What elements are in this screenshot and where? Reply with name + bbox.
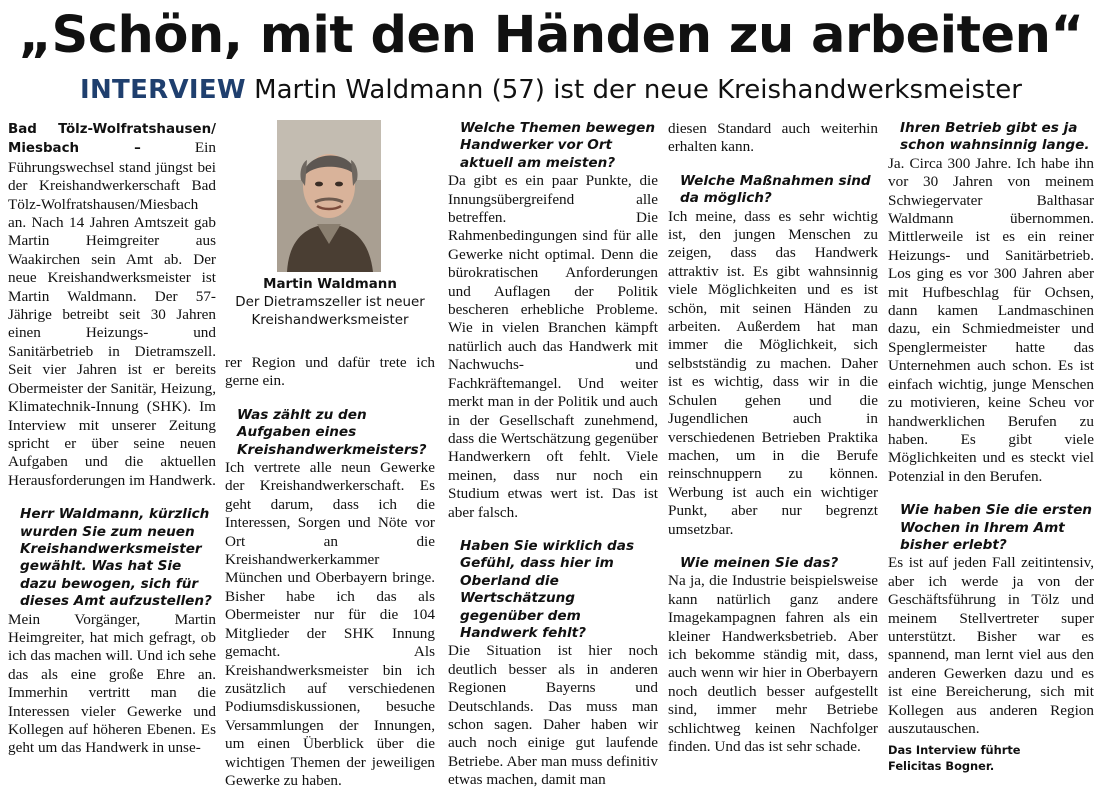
answer-2: Ich vertrete alle neun Gewerke der Kreishandwerkerschaft. Es geht darum, dass ich die Interessen, Sorgen und Nöte vor Ort an die Kreishandwerkerkammer München und Oberbayern bringe. Bisher habe ich das als Obermeister nur für die 104 Mitglieder der SHK Innung gemacht. Als Kreishandwerksmeister bin ich zusätzlich auf verschiedenen Podiumsdiskussionen, besuche Versammlungen der Innungen, um einen Überblick über die wichtigen Themen der jeweiligen Gewerke zu haben. bbox=[225, 459, 435, 789]
credit-line-1: Das Interview führte bbox=[888, 743, 1021, 758]
article-column-5 bbox=[888, 120, 1094, 774]
interview-kicker: INTERVIEW bbox=[80, 75, 246, 105]
article-column-3 bbox=[448, 120, 658, 790]
intro-text: Ein Führungswechsel stand jüngst bei der Kreishandwerkerschaft Bad Tölz-Wolfratshausen/Miesbach an. Nach 14 Jahren Amtszeit gab Martin Heimgreiter aus Waakirchen sein Amt ab. Der neue Kreishandwerksmeister ist Martin Waldmann. Der 57-Jährige betreibt seit 30 Jahren einen Heizungs- und Sanitärbetrieb in Dietramszell. Seit vier Jahren ist er bereits Obermeister der Sanitär, Heizung, Klimatechnik-Innung (SHK). Im Interview mit unserer Zeitung spricht er über seine neuen Aufgaben und die aktuellen Herausforderungen im Handwerk. bbox=[8, 139, 216, 489]
portrait-illustration bbox=[277, 120, 381, 272]
answer-5: Ich meine, dass es sehr wichtig ist, den jungen Menschen zu zeigen, dass das Handwerk attraktiv ist. Es gibt wahnsinnig viele Möglichkeiten und es ist schön, mit seinen Händen zu arbeiten. Außerdem hat man immer die Möglichkeit, sich selbstständig zu machen. Daher ist es wichtig, dass wir in die Schulen gehen und die Jugendlichen auch in verschiedenen Betrieben Praktika machen, um in die Berufe reinschnuppern zu können. Werbung ist auch ein wichtiger Punkt, aber nur begrenzt umsetzbar. bbox=[668, 207, 878, 538]
deck-text: Martin Waldmann (57) ist der neue Kreishandwerksmeister bbox=[254, 75, 1022, 105]
answer-1: Mein Vorgänger, Martin Heimgreiter, hat mich gefragt, ob ich das machen will. Und ich sehe das als eine große Ehre an. Immerhin vertritt man die Interessen vieler Gewerke und Kollegen auf höheren Ebenen. Es geht um das Handwerk in unse- bbox=[8, 610, 216, 757]
answer-6: Na ja, die Industrie beispielsweise kann natürlich ganz andere Imagekampagnen fahren als ein kleiner Handwerksbetrieb. Aber ich bekomme ständig mit, dass, auch wenn wir hier in Oberbayern noch deutlich besser aufgestellt sind, immer mehr Betriebe schlichtweg keinen Nachfolger finden. Und das ist sehr schade. bbox=[668, 572, 878, 755]
answer-1-continued: rer Region und dafür trete ich gerne ein. bbox=[225, 354, 435, 390]
article-column-1 bbox=[8, 120, 216, 758]
answer-3: Da gibt es ein paar Punkte, die Innungsübergreifend alle betreffen. Die Rahmenbedingungen sind für alle Gewerke nicht optimal. Denn die bürokratischen Anforderungen und Auflagen der Politik bescheren erhebliche Probleme. Wie in vielen Branchen kämpft natürlich auch das Handwerk mit Nachwuchs- und Fachkräftemangel. Und weiter merkt man in der Politik und auch in der Gesellschaft zunehmend, dass die Wertschätzung gegenüber Handwerkern oft fehlt. Viele meinen, dass nur noch ein Studium etwas wert ist. Das ist aber falsch. bbox=[448, 172, 658, 521]
author-credit bbox=[888, 742, 1094, 774]
question-7: Ihren Betrieb gibt es ja schon wahnsinnig lange. bbox=[900, 120, 1090, 154]
answer-4-continued: diesen Standard auch weiterhin erhalten kann. bbox=[668, 120, 878, 156]
portrait-figure bbox=[225, 120, 435, 330]
headline: „Schön, mit den Händen zu arbeiten“ bbox=[18, 6, 1084, 65]
intro-paragraph bbox=[8, 120, 216, 490]
question-5: Welche Maßnahmen sind da möglich? bbox=[680, 172, 871, 207]
answer-4: Die Situation ist hier noch deutlich besser als in anderen Regionen Bayerns und Deutschlands. Das muss man schon sagen. Daher haben wir auch noch einige gut laufende Betriebe. Aber man muss definitiv etwas machen, damit man bbox=[448, 642, 658, 789]
question-3: Welche Themen bewegen Handwerker vor Ort aktuell am meisten? bbox=[460, 120, 656, 171]
photo-caption-name: Martin Waldmann bbox=[263, 277, 397, 292]
article-column-2 bbox=[225, 120, 435, 790]
credit-line-2: Felicitas Bogner. bbox=[888, 759, 995, 774]
portrait-photo bbox=[277, 120, 381, 272]
question-8: Wie haben Sie die ersten Wochen in Ihrem Amt bisher erlebt? bbox=[900, 502, 1092, 553]
subheadline bbox=[8, 72, 1094, 108]
question-1: Herr Waldmann, kürzlich wurden Sie zum neuen Kreishandwerksmeister gewählt. Was hat Sie dazu bewogen, sich für dieses Amt aufzustellen? bbox=[20, 506, 212, 610]
answer-7: Ja. Circa 300 Jahre. Ich habe ihn vor 30 Jahren von meinem Schwiegervater Balthasar Waldmann übernommen. Mittlerweile ist es ein reiner Heizungs- und Sanitärbetrieb. Los ging es vor 300 Jahren aber mit Hufbeschlag für Ochsen, dann kamen Landmaschinen dazu, ein Schmiedmeister und Spenglermeister hatte das Unternehmen auch schon. Es ist einfach wichtig, junge Menschen zu motivieren, keine Scheu vor handwerklichen Berufen zu haben. Es gibt viele Möglichkeiten und es steckt viel Potenzial in den Berufen. bbox=[888, 154, 1094, 485]
answer-8: Es ist auf jeden Fall zeitintensiv, aber ich werde ja von der Geschäftsführung in Tölz und meinem Stellvertreter super unterstützt. Bisher war es spannend, man lernt viel aus den anderen Gewerken dazu und es ist eine Bereicherung, sich mit Kollegen aus anderen Region auszutauschen. bbox=[888, 554, 1094, 737]
question-6: Wie meinen Sie das? bbox=[680, 554, 839, 571]
article-column-4 bbox=[668, 120, 878, 756]
dateline: Bad Tölz-Wolfratshausen/ Miesbach – bbox=[8, 122, 216, 157]
question-2: Was zählt zu den Aufgaben eines Kreishandwerkmeisters? bbox=[237, 406, 427, 458]
photo-caption-text: Der Dietramszeller ist neuer Kreishandwerksmeister bbox=[235, 295, 425, 328]
question-4: Haben Sie wirklich das Gefühl, dass hier im Oberland die Wertschätzung gegenüber dem Handwerk fehlt? bbox=[460, 537, 635, 641]
